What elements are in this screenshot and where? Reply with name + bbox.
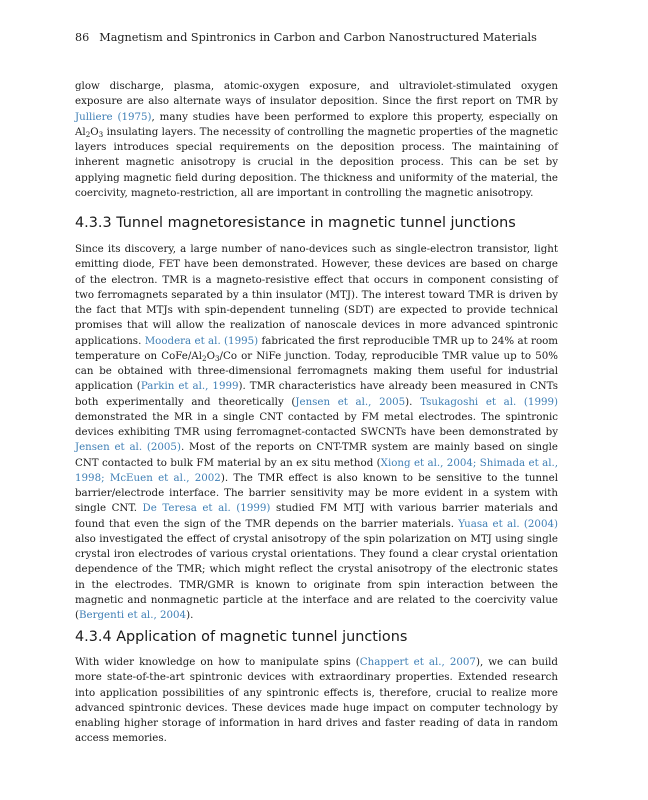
citation-link[interactable]: Chappert et al., 2007 xyxy=(359,656,476,668)
text-run: . Most of the reports on CNT-TMR system are mainly based on single CNT contacted to bulk FM material by an ex situ method ( xyxy=(75,441,558,469)
text-run: O xyxy=(90,125,99,138)
subscript: 2 xyxy=(202,353,207,363)
text-run: ). xyxy=(186,609,194,621)
section-4-3-3-paragraph xyxy=(75,242,558,623)
citation-link[interactable]: Moodera et al. (1995) xyxy=(144,334,259,347)
section-4-3-4-paragraph xyxy=(75,655,558,747)
text-run: With wider knowledge on how to manipulate spins ( xyxy=(75,656,360,668)
subscript: 2 xyxy=(85,129,91,139)
text-run: also investigated the effect of crystal anisotropy of the spin polarization on MTJ using single crystal iron electrodes of various crystal orientations. They found a clear crystal orientation dependence of the TMR; which might reflect the crystal anisotropy of the electronic states in the electrodes. TMR/GMR is known to originate from spin interaction between the magnetic and nonmagnetic particle at the interface and are related to the coercivity value ( xyxy=(75,532,558,621)
citation-link[interactable]: Tsukagoshi et al. (1999) xyxy=(420,395,559,408)
citation-link[interactable]: De Teresa et al. (1999) xyxy=(142,502,271,515)
section-heading-4-3-4: 4.3.4 Application of magnetic tunnel junctions xyxy=(75,629,408,645)
text-run: ), we can build more state-of-the-art spintronic devices with extraordinary properties. Extended research into application possibilities of any spintronic effects is, therefore, crucial to realize more advanced spintronic devices. These devices made huge impact on computer technology by enabling higher storage of information in hard drives and faster reading of data in random access memories. xyxy=(75,656,558,745)
citation-link[interactable]: Xiong et al., 2004; Shimada et al., 1998; McEuen et al., 2002 xyxy=(75,456,558,484)
text-run: Since its discovery, a large number of nano-devices such as single-electron transistor, light emitting diode, FET have been demonstrated. However, these devices are based on charge of the electron. TMR is a magneto-resistive effect that occurs in component consisting of two ferromagnets separated by a thin insulator (MTJ). The interest toward TMR is driven by the fact that MTJs with spin-dependent tunneling (SDT) are expected to provide technical promises that will allow the realization of nanoscale devices in more advanced spintronic applications. xyxy=(75,243,558,347)
running-header xyxy=(75,31,575,44)
text-run: , many studies have been performed to explore this property, especially on Al xyxy=(75,110,559,138)
text-run: ). The TMR effect is also known to be sensitive to the tunnel barrier/electrode interface. The barrier sensitivity may be more evident in a system with single CNT. xyxy=(75,471,558,515)
citation-link[interactable]: Jensen et al., 2005 xyxy=(295,395,406,408)
intro-paragraph xyxy=(75,79,558,201)
section-heading-4-3-3: 4.3.3 Tunnel magnetoresistance in magnetic tunnel junctions xyxy=(75,215,516,231)
text-run: insulating layers. The necessity of controlling the magnetic properties of the magnetic layers introduces special requirements on the deposition process. The maintaining of inherent magnetic anisotropy is crucial in the deposition process. This can be set by applying magnetic field during deposition. The thickness and uniformity of the material, the coercivity, magneto-restriction, all are important in controlling the magnetic anisotropy. xyxy=(75,125,558,199)
subscript: 3 xyxy=(98,129,104,139)
citation-link[interactable]: Parkin et al., 1999 xyxy=(140,380,239,393)
text-run: studied FM MTJ with various barrier materials and found that even the sign of the TMR depends on the barrier materials. xyxy=(75,502,558,530)
text-run: demonstrated the MR in a single CNT contacted by FM metal electrodes. The spintronic devices exhibiting TMR using ferromagnet-contacted SWCNTs have been demonstrated by xyxy=(75,410,558,438)
subscript: 3 xyxy=(214,353,220,363)
text-run: fabricated the first reproducible TMR up to 24% at room temperature on CoFe/Al xyxy=(75,334,559,362)
text-run: ). xyxy=(405,395,421,408)
citation-link[interactable]: Yuasa et al. (2004) xyxy=(458,517,558,530)
text-run: /Co or NiFe junction. Today, reproducible TMR value up to 50% can be obtained with three-dimensional ferromagnets making them useful for industrial application ( xyxy=(75,349,558,393)
citation-link[interactable]: Jensen et al. (2005) xyxy=(75,441,181,454)
text-run: O xyxy=(206,349,215,362)
text-run: glow discharge, plasma, atomic-oxygen exposure, and ultraviolet-stimulated oxygen exposure are also alternate ways of insulator deposition. Since the first report on TMR by xyxy=(75,80,558,108)
text-run: ). TMR characteristics have already been measured in CNTs both experimentally and theoretically ( xyxy=(75,380,558,408)
book-title: Magnetism and Spintronics in Carbon and Carbon Nanostructured Materials xyxy=(99,31,537,44)
page-number: 86 xyxy=(75,31,90,44)
citation-link[interactable]: Julliere (1975) xyxy=(75,110,152,123)
citation-link[interactable]: Bergenti et al., 2004 xyxy=(79,609,187,621)
